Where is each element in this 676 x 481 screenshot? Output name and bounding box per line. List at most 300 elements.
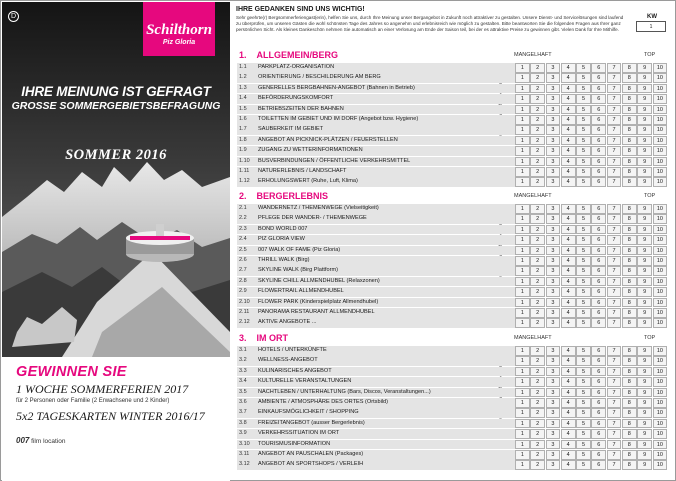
- rating-box[interactable]: 3: [546, 460, 561, 470]
- rating-box[interactable]: 1: [515, 125, 530, 135]
- rating-box[interactable]: 6: [591, 398, 606, 408]
- rating-box[interactable]: 4: [561, 266, 576, 276]
- rating-box[interactable]: 2: [530, 84, 545, 94]
- rating-box[interactable]: 7: [607, 408, 622, 418]
- rating-box[interactable]: 4: [561, 94, 576, 104]
- rating-box[interactable]: 3: [546, 440, 561, 450]
- rating-box[interactable]: 1: [515, 388, 530, 398]
- rating-box[interactable]: 5: [576, 84, 591, 94]
- rating-box[interactable]: 4: [561, 235, 576, 245]
- rating-box[interactable]: 4: [561, 356, 576, 366]
- rating-box[interactable]: 1: [515, 167, 530, 177]
- rating-box[interactable]: 6: [591, 157, 606, 167]
- rating-box[interactable]: 10: [653, 225, 668, 235]
- rating-box[interactable]: 2: [530, 115, 545, 125]
- rating-box[interactable]: 8: [622, 419, 637, 429]
- rating-box[interactable]: 1: [515, 177, 530, 187]
- rating-box[interactable]: 10: [653, 408, 668, 418]
- rating-box[interactable]: 9: [637, 408, 652, 418]
- rating-box[interactable]: 10: [653, 388, 668, 398]
- rating-box[interactable]: 4: [561, 377, 576, 387]
- rating-box[interactable]: 1: [515, 277, 530, 287]
- rating-box[interactable]: 5: [576, 419, 591, 429]
- rating-box[interactable]: 8: [622, 440, 637, 450]
- rating-box[interactable]: 8: [622, 94, 637, 104]
- rating-box[interactable]: 9: [637, 388, 652, 398]
- rating-box[interactable]: 3: [546, 356, 561, 366]
- rating-box[interactable]: 10: [653, 277, 668, 287]
- rating-box[interactable]: 8: [622, 256, 637, 266]
- rating-box[interactable]: 9: [637, 73, 652, 83]
- rating-box[interactable]: 2: [530, 460, 545, 470]
- rating-box[interactable]: 6: [591, 84, 606, 94]
- rating-box[interactable]: 3: [546, 177, 561, 187]
- rating-box[interactable]: 10: [653, 398, 668, 408]
- rating-box[interactable]: 3: [546, 214, 561, 224]
- rating-box[interactable]: 5: [576, 167, 591, 177]
- rating-box[interactable]: 10: [653, 63, 668, 73]
- rating-box[interactable]: 10: [653, 157, 668, 167]
- rating-box[interactable]: 9: [637, 105, 652, 115]
- rating-box[interactable]: 4: [561, 308, 576, 318]
- rating-box[interactable]: 10: [653, 377, 668, 387]
- rating-box[interactable]: 6: [591, 94, 606, 104]
- rating-box[interactable]: 3: [546, 266, 561, 276]
- rating-box[interactable]: 7: [607, 367, 622, 377]
- rating-box[interactable]: 4: [561, 177, 576, 187]
- rating-box[interactable]: 2: [530, 167, 545, 177]
- rating-box[interactable]: 9: [637, 204, 652, 214]
- rating-box[interactable]: 2: [530, 157, 545, 167]
- rating-box[interactable]: 5: [576, 63, 591, 73]
- rating-box[interactable]: 4: [561, 63, 576, 73]
- rating-box[interactable]: 6: [591, 167, 606, 177]
- rating-box[interactable]: 9: [637, 440, 652, 450]
- rating-box[interactable]: 3: [546, 146, 561, 156]
- rating-box[interactable]: 1: [515, 419, 530, 429]
- rating-box[interactable]: 7: [607, 429, 622, 439]
- rating-box[interactable]: 9: [637, 146, 652, 156]
- rating-box[interactable]: 2: [530, 63, 545, 73]
- rating-box[interactable]: 4: [561, 157, 576, 167]
- rating-box[interactable]: 9: [637, 266, 652, 276]
- rating-box[interactable]: 8: [622, 84, 637, 94]
- rating-box[interactable]: 8: [622, 318, 637, 328]
- rating-box[interactable]: 1: [515, 460, 530, 470]
- rating-box[interactable]: 8: [622, 377, 637, 387]
- rating-box[interactable]: 8: [622, 115, 637, 125]
- rating-box[interactable]: 4: [561, 318, 576, 328]
- rating-box[interactable]: 2: [530, 346, 545, 356]
- rating-box[interactable]: 6: [591, 63, 606, 73]
- rating-box[interactable]: 4: [561, 225, 576, 235]
- rating-box[interactable]: 4: [561, 115, 576, 125]
- rating-box[interactable]: 6: [591, 308, 606, 318]
- rating-box[interactable]: 10: [653, 440, 668, 450]
- rating-box[interactable]: 3: [546, 63, 561, 73]
- rating-box[interactable]: 7: [607, 287, 622, 297]
- rating-box[interactable]: 3: [546, 377, 561, 387]
- rating-box[interactable]: 2: [530, 277, 545, 287]
- rating-box[interactable]: 6: [591, 460, 606, 470]
- rating-box[interactable]: 4: [561, 450, 576, 460]
- rating-box[interactable]: 2: [530, 318, 545, 328]
- rating-box[interactable]: 8: [622, 460, 637, 470]
- rating-box[interactable]: 10: [653, 287, 668, 297]
- rating-box[interactable]: 7: [607, 450, 622, 460]
- rating-box[interactable]: 8: [622, 266, 637, 276]
- rating-box[interactable]: 4: [561, 367, 576, 377]
- rating-box[interactable]: 4: [561, 277, 576, 287]
- rating-box[interactable]: 5: [576, 388, 591, 398]
- rating-box[interactable]: 2: [530, 235, 545, 245]
- rating-box[interactable]: 6: [591, 115, 606, 125]
- rating-box[interactable]: 2: [530, 73, 545, 83]
- rating-box[interactable]: 9: [637, 256, 652, 266]
- rating-box[interactable]: 4: [561, 204, 576, 214]
- rating-box[interactable]: 3: [546, 308, 561, 318]
- rating-box[interactable]: 1: [515, 377, 530, 387]
- rating-box[interactable]: 6: [591, 73, 606, 83]
- rating-box[interactable]: 9: [637, 167, 652, 177]
- rating-box[interactable]: 7: [607, 377, 622, 387]
- rating-box[interactable]: 5: [576, 356, 591, 366]
- rating-box[interactable]: 10: [653, 266, 668, 276]
- rating-box[interactable]: 7: [607, 356, 622, 366]
- rating-box[interactable]: 3: [546, 84, 561, 94]
- rating-box[interactable]: 5: [576, 450, 591, 460]
- rating-box[interactable]: 4: [561, 429, 576, 439]
- rating-box[interactable]: 8: [622, 177, 637, 187]
- rating-box[interactable]: 8: [622, 356, 637, 366]
- rating-box[interactable]: 1: [515, 367, 530, 377]
- rating-box[interactable]: 3: [546, 73, 561, 83]
- rating-box[interactable]: 6: [591, 346, 606, 356]
- rating-box[interactable]: 10: [653, 125, 668, 135]
- rating-box[interactable]: 8: [622, 225, 637, 235]
- rating-box[interactable]: 4: [561, 398, 576, 408]
- rating-box[interactable]: 7: [607, 146, 622, 156]
- rating-box[interactable]: 6: [591, 136, 606, 146]
- rating-box[interactable]: 7: [607, 167, 622, 177]
- rating-box[interactable]: 7: [607, 388, 622, 398]
- rating-box[interactable]: 6: [591, 177, 606, 187]
- rating-box[interactable]: 5: [576, 94, 591, 104]
- rating-box[interactable]: 10: [653, 346, 668, 356]
- rating-box[interactable]: 2: [530, 450, 545, 460]
- rating-box[interactable]: 6: [591, 318, 606, 328]
- rating-box[interactable]: 5: [576, 146, 591, 156]
- rating-box[interactable]: 3: [546, 450, 561, 460]
- rating-box[interactable]: 3: [546, 157, 561, 167]
- rating-box[interactable]: 5: [576, 346, 591, 356]
- rating-box[interactable]: 1: [515, 115, 530, 125]
- rating-box[interactable]: 1: [515, 308, 530, 318]
- rating-box[interactable]: 8: [622, 235, 637, 245]
- rating-box[interactable]: 7: [607, 256, 622, 266]
- rating-box[interactable]: 5: [576, 204, 591, 214]
- rating-box[interactable]: 6: [591, 356, 606, 366]
- rating-box[interactable]: 9: [637, 429, 652, 439]
- rating-box[interactable]: 5: [576, 440, 591, 450]
- rating-box[interactable]: 1: [515, 346, 530, 356]
- rating-box[interactable]: 9: [637, 63, 652, 73]
- rating-box[interactable]: 9: [637, 318, 652, 328]
- rating-box[interactable]: 6: [591, 450, 606, 460]
- rating-box[interactable]: 1: [515, 256, 530, 266]
- rating-box[interactable]: 6: [591, 105, 606, 115]
- rating-box[interactable]: 7: [607, 84, 622, 94]
- rating-box[interactable]: 10: [653, 94, 668, 104]
- rating-box[interactable]: 5: [576, 367, 591, 377]
- rating-box[interactable]: 5: [576, 105, 591, 115]
- rating-box[interactable]: 3: [546, 318, 561, 328]
- rating-box[interactable]: 9: [637, 246, 652, 256]
- rating-box[interactable]: 5: [576, 115, 591, 125]
- rating-box[interactable]: 10: [653, 367, 668, 377]
- rating-box[interactable]: 8: [622, 63, 637, 73]
- rating-box[interactable]: 3: [546, 246, 561, 256]
- rating-box[interactable]: 3: [546, 346, 561, 356]
- rating-box[interactable]: 5: [576, 277, 591, 287]
- rating-box[interactable]: 6: [591, 146, 606, 156]
- rating-box[interactable]: 1: [515, 105, 530, 115]
- rating-box[interactable]: 2: [530, 246, 545, 256]
- rating-box[interactable]: 5: [576, 298, 591, 308]
- rating-box[interactable]: 2: [530, 377, 545, 387]
- rating-box[interactable]: 9: [637, 136, 652, 146]
- rating-box[interactable]: 8: [622, 308, 637, 318]
- rating-box[interactable]: 5: [576, 429, 591, 439]
- rating-box[interactable]: 6: [591, 419, 606, 429]
- rating-box[interactable]: 10: [653, 105, 668, 115]
- rating-box[interactable]: 8: [622, 204, 637, 214]
- rating-box[interactable]: 4: [561, 346, 576, 356]
- rating-box[interactable]: 10: [653, 177, 668, 187]
- rating-box[interactable]: 8: [622, 146, 637, 156]
- rating-box[interactable]: 6: [591, 377, 606, 387]
- rating-box[interactable]: 6: [591, 367, 606, 377]
- rating-box[interactable]: 6: [591, 225, 606, 235]
- rating-box[interactable]: 8: [622, 450, 637, 460]
- rating-box[interactable]: 3: [546, 408, 561, 418]
- rating-box[interactable]: 9: [637, 94, 652, 104]
- rating-box[interactable]: 2: [530, 419, 545, 429]
- rating-box[interactable]: 4: [561, 84, 576, 94]
- rating-box[interactable]: 5: [576, 398, 591, 408]
- rating-box[interactable]: 1: [515, 429, 530, 439]
- rating-box[interactable]: 7: [607, 94, 622, 104]
- rating-box[interactable]: 7: [607, 73, 622, 83]
- rating-box[interactable]: 8: [622, 408, 637, 418]
- rating-box[interactable]: 4: [561, 146, 576, 156]
- rating-box[interactable]: 8: [622, 73, 637, 83]
- rating-box[interactable]: 1: [515, 356, 530, 366]
- rating-box[interactable]: 1: [515, 266, 530, 276]
- rating-box[interactable]: 9: [637, 419, 652, 429]
- rating-box[interactable]: 2: [530, 308, 545, 318]
- rating-box[interactable]: 10: [653, 214, 668, 224]
- rating-box[interactable]: 9: [637, 450, 652, 460]
- rating-box[interactable]: 3: [546, 115, 561, 125]
- rating-box[interactable]: 7: [607, 235, 622, 245]
- rating-box[interactable]: 6: [591, 287, 606, 297]
- rating-box[interactable]: 6: [591, 235, 606, 245]
- rating-box[interactable]: 2: [530, 388, 545, 398]
- rating-box[interactable]: 8: [622, 157, 637, 167]
- rating-box[interactable]: 4: [561, 408, 576, 418]
- rating-box[interactable]: 5: [576, 377, 591, 387]
- rating-box[interactable]: 2: [530, 356, 545, 366]
- rating-box[interactable]: 5: [576, 235, 591, 245]
- rating-box[interactable]: 4: [561, 73, 576, 83]
- rating-box[interactable]: 10: [653, 84, 668, 94]
- rating-box[interactable]: 8: [622, 277, 637, 287]
- rating-box[interactable]: 9: [637, 367, 652, 377]
- rating-box[interactable]: 8: [622, 429, 637, 439]
- rating-box[interactable]: 7: [607, 419, 622, 429]
- rating-box[interactable]: 8: [622, 298, 637, 308]
- rating-box[interactable]: 4: [561, 460, 576, 470]
- rating-box[interactable]: 1: [515, 204, 530, 214]
- rating-box[interactable]: 5: [576, 73, 591, 83]
- rating-box[interactable]: 1: [515, 287, 530, 297]
- rating-box[interactable]: 5: [576, 460, 591, 470]
- rating-box[interactable]: 3: [546, 256, 561, 266]
- rating-box[interactable]: 1: [515, 214, 530, 224]
- rating-box[interactable]: 10: [653, 450, 668, 460]
- kw-input[interactable]: 1: [636, 21, 666, 32]
- rating-box[interactable]: 10: [653, 235, 668, 245]
- rating-box[interactable]: 6: [591, 256, 606, 266]
- rating-box[interactable]: 8: [622, 398, 637, 408]
- rating-box[interactable]: 10: [653, 146, 668, 156]
- rating-box[interactable]: 5: [576, 225, 591, 235]
- rating-box[interactable]: 7: [607, 63, 622, 73]
- rating-box[interactable]: 3: [546, 388, 561, 398]
- rating-box[interactable]: 4: [561, 388, 576, 398]
- rating-box[interactable]: 5: [576, 157, 591, 167]
- rating-box[interactable]: 3: [546, 287, 561, 297]
- rating-box[interactable]: 9: [637, 298, 652, 308]
- rating-box[interactable]: 2: [530, 429, 545, 439]
- rating-box[interactable]: 6: [591, 204, 606, 214]
- rating-box[interactable]: 10: [653, 136, 668, 146]
- rating-box[interactable]: 2: [530, 367, 545, 377]
- rating-box[interactable]: 1: [515, 146, 530, 156]
- rating-box[interactable]: 1: [515, 246, 530, 256]
- rating-box[interactable]: 10: [653, 460, 668, 470]
- rating-box[interactable]: 2: [530, 225, 545, 235]
- rating-box[interactable]: 3: [546, 225, 561, 235]
- rating-box[interactable]: 9: [637, 356, 652, 366]
- rating-box[interactable]: 5: [576, 256, 591, 266]
- rating-box[interactable]: 10: [653, 318, 668, 328]
- rating-box[interactable]: 9: [637, 214, 652, 224]
- rating-box[interactable]: 9: [637, 287, 652, 297]
- rating-box[interactable]: 3: [546, 277, 561, 287]
- rating-box[interactable]: 3: [546, 105, 561, 115]
- rating-box[interactable]: 2: [530, 298, 545, 308]
- rating-box[interactable]: 5: [576, 318, 591, 328]
- rating-box[interactable]: 2: [530, 146, 545, 156]
- rating-box[interactable]: 4: [561, 214, 576, 224]
- rating-box[interactable]: 2: [530, 136, 545, 146]
- rating-box[interactable]: 8: [622, 346, 637, 356]
- rating-box[interactable]: 8: [622, 136, 637, 146]
- rating-box[interactable]: 1: [515, 450, 530, 460]
- rating-box[interactable]: 9: [637, 346, 652, 356]
- rating-box[interactable]: 5: [576, 246, 591, 256]
- rating-box[interactable]: 10: [653, 115, 668, 125]
- rating-box[interactable]: 6: [591, 440, 606, 450]
- rating-box[interactable]: 9: [637, 235, 652, 245]
- rating-box[interactable]: 9: [637, 125, 652, 135]
- rating-box[interactable]: 3: [546, 235, 561, 245]
- rating-box[interactable]: 6: [591, 246, 606, 256]
- rating-box[interactable]: 7: [607, 105, 622, 115]
- rating-box[interactable]: 7: [607, 125, 622, 135]
- rating-box[interactable]: 6: [591, 388, 606, 398]
- rating-box[interactable]: 8: [622, 125, 637, 135]
- rating-box[interactable]: 4: [561, 287, 576, 297]
- rating-box[interactable]: 1: [515, 298, 530, 308]
- rating-box[interactable]: 8: [622, 105, 637, 115]
- rating-box[interactable]: 10: [653, 356, 668, 366]
- rating-box[interactable]: 7: [607, 225, 622, 235]
- rating-box[interactable]: 4: [561, 419, 576, 429]
- rating-box[interactable]: 2: [530, 408, 545, 418]
- rating-box[interactable]: 1: [515, 136, 530, 146]
- rating-box[interactable]: 4: [561, 136, 576, 146]
- rating-box[interactable]: 7: [607, 177, 622, 187]
- rating-box[interactable]: 1: [515, 73, 530, 83]
- rating-box[interactable]: 7: [607, 460, 622, 470]
- rating-box[interactable]: 1: [515, 94, 530, 104]
- rating-box[interactable]: 1: [515, 84, 530, 94]
- rating-box[interactable]: 9: [637, 157, 652, 167]
- rating-box[interactable]: 6: [591, 125, 606, 135]
- rating-box[interactable]: 6: [591, 429, 606, 439]
- rating-box[interactable]: 7: [607, 318, 622, 328]
- rating-box[interactable]: 9: [637, 398, 652, 408]
- rating-box[interactable]: 6: [591, 277, 606, 287]
- rating-box[interactable]: 3: [546, 136, 561, 146]
- rating-box[interactable]: 3: [546, 167, 561, 177]
- rating-box[interactable]: 8: [622, 287, 637, 297]
- rating-box[interactable]: 1: [515, 235, 530, 245]
- rating-box[interactable]: 5: [576, 408, 591, 418]
- rating-box[interactable]: 9: [637, 460, 652, 470]
- rating-box[interactable]: 10: [653, 429, 668, 439]
- rating-box[interactable]: 7: [607, 157, 622, 167]
- rating-box[interactable]: 7: [607, 246, 622, 256]
- rating-box[interactable]: 6: [591, 408, 606, 418]
- rating-box[interactable]: 6: [591, 214, 606, 224]
- rating-box[interactable]: 10: [653, 73, 668, 83]
- rating-box[interactable]: 8: [622, 388, 637, 398]
- rating-box[interactable]: 1: [515, 63, 530, 73]
- rating-box[interactable]: 2: [530, 177, 545, 187]
- rating-box[interactable]: 4: [561, 298, 576, 308]
- rating-box[interactable]: 3: [546, 419, 561, 429]
- rating-box[interactable]: 4: [561, 440, 576, 450]
- rating-box[interactable]: 9: [637, 377, 652, 387]
- rating-box[interactable]: 4: [561, 256, 576, 266]
- rating-box[interactable]: 7: [607, 308, 622, 318]
- rating-box[interactable]: 9: [637, 225, 652, 235]
- rating-box[interactable]: 10: [653, 298, 668, 308]
